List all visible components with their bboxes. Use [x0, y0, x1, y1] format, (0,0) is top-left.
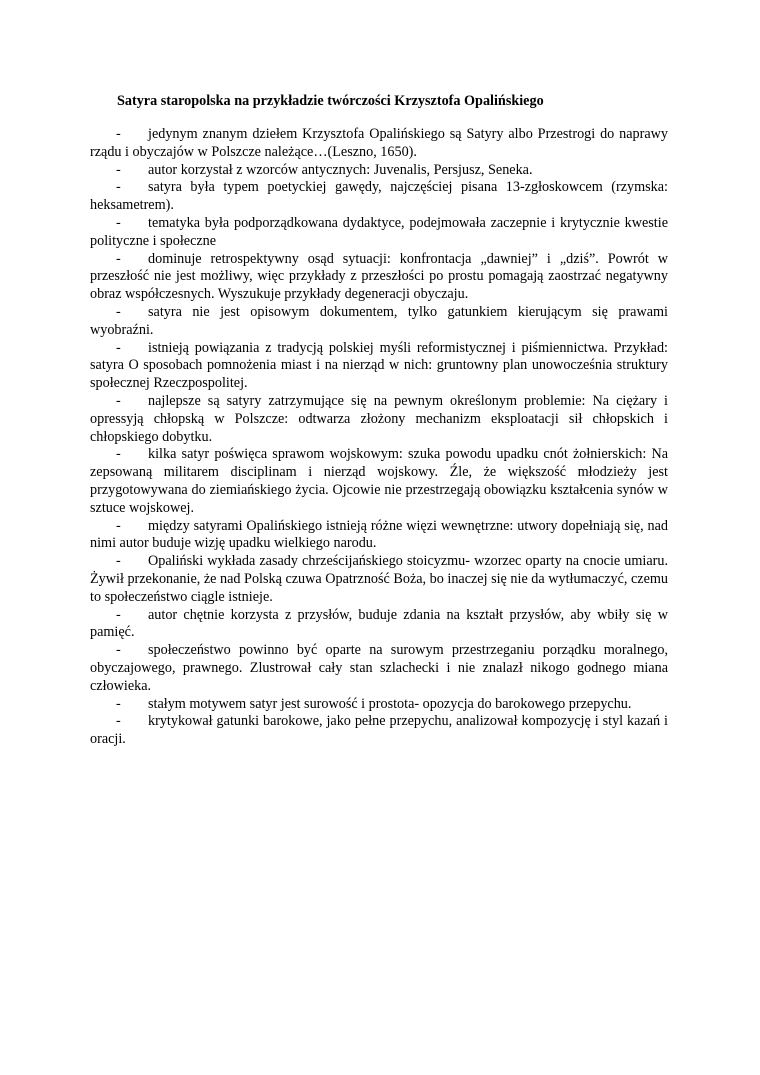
list-item — [90, 162, 668, 180]
list-item-text: najlepsze są satyry zatrzymujące się na pewnym określonym problemie: Na ciężary i opressyją chłopską w Polszcze: odtwarza złożony mechanizm eksploatacji sił chłopskich i chłopskiego dobytku. — [90, 392, 668, 445]
list-item — [90, 251, 668, 304]
list-item-text: jedynym znanym dziełem Krzysztofa Opalińskiego są Satyry albo Przestrogi do naprawy rządu i obyczajów w Polszcze należące…(Leszno, 1650). — [90, 126, 668, 160]
list-item-text: stałym motywem satyr jest surowość i prostota- opozycja do barokowego przepychu. — [148, 695, 632, 712]
bullet-dash: - — [116, 179, 121, 196]
bullet-dash: - — [116, 339, 121, 356]
bullet-dash: - — [116, 517, 121, 534]
bullet-dash: - — [116, 642, 121, 659]
list-item-text: satyra nie jest opisowym dokumentem, tylko gatunkiem kierującym się prawami wyobraźni. — [90, 303, 668, 338]
list-item-text: tematyka była podporządkowana dydaktyce, podejmowała zaczepnie i krytycznie kwestie polityczne i społeczne — [90, 214, 668, 249]
list-item — [90, 393, 668, 446]
bullet-dash: - — [116, 392, 121, 409]
list-item-text: autor korzystał z wzorców antycznych: Juvenalis, Persjusz, Seneka. — [148, 161, 533, 178]
bullet-dash: - — [116, 695, 121, 712]
list-item-text: między satyrami Opalińskiego istnieją różne więzi wewnętrzne: utwory dopełniają się, nad nimi autor buduje wizję upadku wielkiego narodu. — [90, 517, 668, 552]
list-item — [90, 607, 668, 643]
list-item-text: autor chętnie korzysta z przysłów, buduje zdania na kształt przysłów, aby wbiły się w pamięć. — [90, 606, 668, 641]
list-item — [90, 518, 668, 554]
bullet-dash: - — [116, 553, 121, 570]
bullet-dash: - — [116, 446, 121, 463]
list-item — [90, 215, 668, 251]
list-item — [90, 446, 668, 517]
bullet-dash: - — [116, 713, 121, 730]
list-item-text: satyra była typem poetyckiej gawędy, najczęściej pisana 13-zgłoskowcem (rzymska: heksametrem). — [90, 179, 668, 214]
list-item — [90, 642, 668, 695]
list-item-text: Opaliński wykłada zasady chrześcijańskiego stoicyzmu- wzorzec oparty na cnocie umiaru. Żywił przekonanie, że nad Polską czuwa Opatrzność Boża, bo inaczej się nie da wytłumaczyć, czemu to społeczeństwo ciągle istnieje. — [90, 553, 668, 605]
list-item-text: kilka satyr poświęca sprawom wojskowym: szuka powodu upadku cnót żołnierskich: Na zepsowaną militarem disciplinam i nierząd wojskowy. Źle, że większość młodzieży jest przygotowywana do ziemiańskiego życia. Ojcowie nie przestrzegają obowiązku kształcenia synów w sztuce wojskowej. — [90, 446, 668, 516]
bullet-list — [90, 126, 668, 749]
list-item-text: istnieją powiązania z tradycją polskiej myśli reformistycznej i piśmiennictwa. Przykład: satyra O sposobach pomnożenia miast i na nierząd w nich: gruntowny plan unowocześnia struktury społecznej Rzeczpospolitej. — [90, 339, 668, 392]
document-title: Satyra staropolska na przykładzie twórczości Krzysztofa Opalińskiego — [117, 93, 544, 109]
list-item — [90, 553, 668, 606]
bullet-dash: - — [116, 161, 121, 178]
list-item — [90, 713, 668, 749]
list-item — [90, 126, 668, 162]
list-item — [90, 304, 668, 340]
list-item-text: dominuje retrospektywny osąd sytuacji: konfrontacja „dawniej” i „dziś”. Powrót w przeszłość nie jest możliwy, więc przykłady z przeszłości po prostu pomagają zaostrzać negatywny obraz współczesnych. Wyszukuje przykłady degeneracji obyczaju. — [90, 250, 668, 303]
bullet-dash: - — [116, 126, 121, 142]
list-item — [90, 179, 668, 215]
list-item — [90, 696, 668, 714]
list-item-text: krytykował gatunki barokowe, jako pełne przepychu, analizował kompozycję i styl kazań i oracji. — [90, 713, 668, 748]
bullet-dash: - — [116, 214, 121, 231]
bullet-dash: - — [116, 606, 121, 623]
list-item — [90, 340, 668, 393]
bullet-dash: - — [116, 250, 121, 267]
bullet-dash: - — [116, 303, 121, 320]
list-item-text: społeczeństwo powinno być oparte na surowym przestrzeganiu porządku moralnego, obyczajowego, prawnego. Zlustrował cały stan szlachecki i nie znalazł nikogo godnego miana człowieka. — [90, 642, 668, 694]
